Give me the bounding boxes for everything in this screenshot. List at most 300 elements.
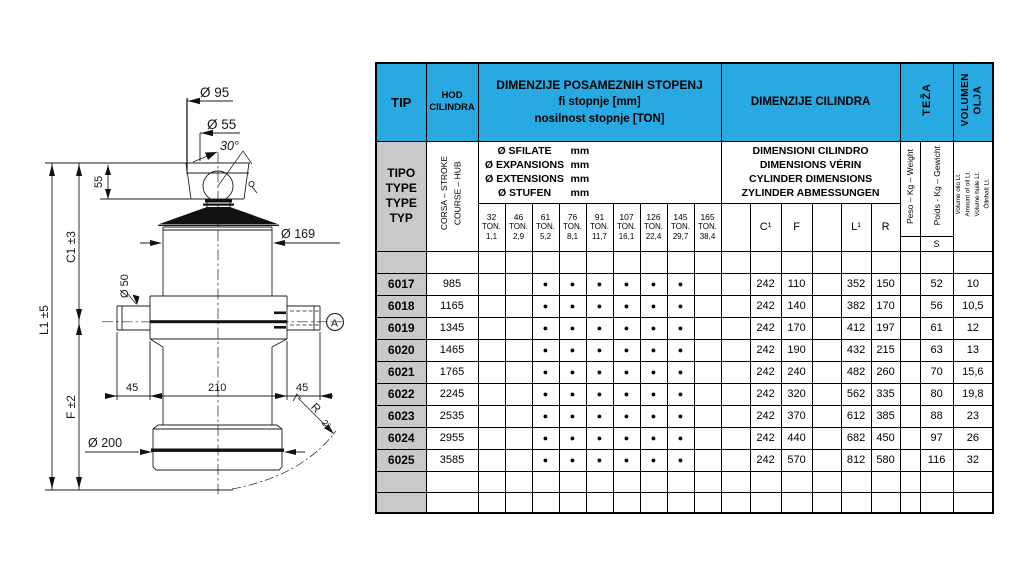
subheader-row [376, 141, 993, 203]
stage-cell: ● [667, 383, 694, 405]
subheader-poids: Poids - Kg – Gewicht [920, 141, 953, 236]
empty-cell [781, 251, 812, 273]
dim-cell: 197 [871, 317, 900, 339]
stage-cell [694, 295, 721, 317]
stage-cell [478, 339, 505, 361]
volume-cell: 23 [953, 405, 993, 427]
ton-col-header [613, 203, 640, 251]
peso-cell [900, 405, 920, 427]
dim-cell: 242 [750, 361, 781, 383]
stage-cell: ● [613, 273, 640, 295]
ton-col-line: 38,4 [699, 232, 716, 242]
stage-cell: ● [613, 339, 640, 361]
ton-col-line: 1,1 [485, 232, 498, 242]
stroke-cell: 1165 [426, 295, 478, 317]
table-row [376, 405, 993, 427]
dim-cell: 260 [871, 361, 900, 383]
dim-cell: 242 [750, 405, 781, 427]
dim-tilt: 2° [319, 417, 333, 431]
stage-cell [505, 295, 532, 317]
dim-dia55: Ø 55 [207, 117, 237, 132]
weight-cell: 61 [920, 317, 953, 339]
dim-cell: 110 [781, 273, 812, 295]
stage-cell: ● [613, 427, 640, 449]
dim-cell [721, 317, 750, 339]
empty-cell [426, 471, 478, 492]
stage-cell: ● [613, 317, 640, 339]
stage-cell: ● [559, 427, 586, 449]
dim-cell: 682 [841, 427, 871, 449]
peso-cell [900, 295, 920, 317]
table-row [376, 339, 993, 361]
stage-cell [478, 361, 505, 383]
dim-cell: 385 [871, 405, 900, 427]
stroke-cell: 1765 [426, 361, 478, 383]
volume-cell: 13 [953, 339, 993, 361]
tip-cell: 6022 [376, 383, 426, 405]
tip-cell: 6019 [376, 317, 426, 339]
stage-cell [478, 383, 505, 405]
table-row [376, 295, 993, 317]
volume-cell: 12 [953, 317, 993, 339]
ton-col-line: TON. [563, 222, 582, 232]
empty-cell [426, 492, 478, 513]
dim-cell: 242 [750, 273, 781, 295]
dim-55: 55 [93, 175, 105, 188]
stage-cell: ● [640, 273, 667, 295]
table-row [376, 273, 993, 295]
table-row [376, 449, 993, 471]
ball-cup [185, 163, 250, 199]
subheader-peso: Peso – Kg – Weight [900, 141, 920, 236]
volume-cell: 32 [953, 449, 993, 471]
stage-cell [694, 273, 721, 295]
ton-col-line: TON. [671, 222, 690, 232]
ton-col-header [640, 203, 667, 251]
tip-cell: 6021 [376, 361, 426, 383]
empty-cell [900, 471, 920, 492]
dim-c1: C1 ±3 [64, 231, 78, 263]
stage-cell: ● [559, 361, 586, 383]
empty-cell [505, 492, 532, 513]
stage-cell: ● [613, 449, 640, 471]
weight-cell: 63 [920, 339, 953, 361]
stage-cell: ● [532, 295, 559, 317]
stage-cell [505, 449, 532, 471]
tip-cell: 6025 [376, 449, 426, 471]
stage-cell: ● [586, 317, 613, 339]
ton-col-line: TON. [590, 222, 609, 232]
stage-cell: ● [586, 273, 613, 295]
peso-cell [900, 339, 920, 361]
empty-cell [871, 471, 900, 492]
stage-cell: ● [586, 427, 613, 449]
stage-cell [478, 273, 505, 295]
empty-cell [953, 471, 993, 492]
ton-col-header [505, 203, 532, 251]
empty-cell [586, 492, 613, 513]
empty-cell [559, 251, 586, 273]
detail-a-label: A [331, 317, 339, 330]
dim-cell [812, 295, 841, 317]
empty-cell [613, 471, 640, 492]
empty-cell [667, 492, 694, 513]
dim-col-header [812, 203, 841, 251]
ton-col-line: 107 [619, 211, 634, 222]
empty-cell [559, 492, 586, 513]
table-row [376, 317, 993, 339]
stage-cell: ● [613, 383, 640, 405]
tip-cell [376, 492, 426, 513]
empty-cell [900, 251, 920, 273]
stage-cell: ● [559, 295, 586, 317]
stage-cell: ● [667, 427, 694, 449]
empty-cell [812, 471, 841, 492]
stage-cell: ● [667, 339, 694, 361]
dim-dia200: Ø 200 [88, 436, 123, 450]
empty-cell [586, 251, 613, 273]
tip-cell [376, 471, 426, 492]
stage-cell [478, 295, 505, 317]
ton-col-line: 16,1 [618, 232, 635, 242]
ton-col-header [559, 203, 586, 251]
empty-cell [750, 492, 781, 513]
stage-cell [478, 405, 505, 427]
dim-210: 210 [208, 382, 227, 394]
dim-cell: 335 [871, 383, 900, 405]
technical-drawing [0, 0, 370, 576]
tip-cell: 6020 [376, 339, 426, 361]
subheader-volume: Volume olio Lt. Amount of oil Lt. Volume huile Lt. Ölinhalt Lt. [953, 141, 993, 251]
empty-cell [812, 251, 841, 273]
stage-cell: ● [559, 317, 586, 339]
stage-cell: ● [586, 405, 613, 427]
stage-cell: ● [586, 339, 613, 361]
stage-cell [694, 383, 721, 405]
ton-col-header [667, 203, 694, 251]
col-header-stages: DIMENZIJE POSAMEZNIH STOPENJ fi stopnje [mm] nosilnost stopnje [TON] [478, 63, 721, 141]
empty-cell [871, 251, 900, 273]
stage-cell: ● [640, 361, 667, 383]
dim-cell [721, 273, 750, 295]
empty-cell [920, 251, 953, 273]
stroke-cell: 1465 [426, 339, 478, 361]
peso-cell [900, 383, 920, 405]
dim-cell: 242 [750, 383, 781, 405]
stroke-cell: 2245 [426, 383, 478, 405]
table-row [376, 383, 993, 405]
stage-cell [505, 361, 532, 383]
subheader-stage-dims: Ø SFILATE mm Ø EXPANSIONS mm Ø EXTENSIONS mm Ø STUFEN mm [478, 141, 721, 203]
stage-cell [505, 405, 532, 427]
empty-cell [920, 492, 953, 513]
ton-col-header [478, 203, 505, 251]
empty-cell [694, 251, 721, 273]
empty-cell [426, 251, 478, 273]
empty-cell [721, 471, 750, 492]
dim-cell: 812 [841, 449, 871, 471]
dim-cell: 320 [781, 383, 812, 405]
dim-cell: 170 [871, 295, 900, 317]
empty-row [376, 471, 993, 492]
empty-cell [721, 492, 750, 513]
dim-cell [812, 317, 841, 339]
ton-col-line: 46 [513, 211, 524, 222]
empty-cell [559, 471, 586, 492]
stage-cell [694, 449, 721, 471]
subheader-corsa: CORSA – STROKE COURSE – HUB [426, 141, 478, 251]
empty-cell [694, 492, 721, 513]
volume-cell: 10,5 [953, 295, 993, 317]
dim-cell: 242 [750, 317, 781, 339]
dim-dia50: Ø 50 [119, 274, 131, 298]
ton-col-line: TON. [536, 222, 555, 232]
spec-table-wrap [375, 62, 994, 514]
dim-cell [812, 273, 841, 295]
dim-cell: 240 [781, 361, 812, 383]
stage-cell: ● [667, 449, 694, 471]
stage-cell: ● [667, 405, 694, 427]
stage-cell: ● [532, 339, 559, 361]
stroke-cell: 2535 [426, 405, 478, 427]
empty-cell [750, 251, 781, 273]
ton-col-line: 91 [594, 211, 605, 222]
dim-cell: 242 [750, 339, 781, 361]
empty-cell [640, 492, 667, 513]
dim-cell: 440 [781, 427, 812, 449]
empty-row [376, 492, 993, 513]
stage-cell [694, 427, 721, 449]
dim-cell: 352 [841, 273, 871, 295]
ton-col-header [694, 203, 721, 251]
weight-cell: 97 [920, 427, 953, 449]
empty-row [376, 251, 993, 273]
empty-cell [532, 492, 559, 513]
stage-cell: ● [667, 361, 694, 383]
volume-cell: 10 [953, 273, 993, 295]
empty-cell [586, 471, 613, 492]
stage-cell [505, 383, 532, 405]
s-cell: S [920, 236, 953, 251]
empty-cell [505, 471, 532, 492]
col-header-volume: VOLUMEN OLJA [953, 63, 993, 141]
stage-cell: ● [667, 295, 694, 317]
volume-cell: 15,6 [953, 361, 993, 383]
dim-cell [812, 449, 841, 471]
peso-cell [900, 449, 920, 471]
dim-dia169: Ø 169 [281, 227, 316, 241]
grease-nipple [249, 181, 254, 186]
dim-l1: L1 ±5 [37, 305, 51, 335]
tip-cell: 6017 [376, 273, 426, 295]
empty-cell [478, 492, 505, 513]
dim-cell: 382 [841, 295, 871, 317]
weight-cell: 116 [920, 449, 953, 471]
dim-45-left: 45 [126, 382, 139, 394]
empty-cell [640, 251, 667, 273]
stage-cell: ● [532, 273, 559, 295]
ton-col-line: 11,7 [592, 232, 607, 242]
empty-cell [900, 492, 920, 513]
empty-cell [667, 471, 694, 492]
stage-cell: ● [586, 449, 613, 471]
col-header-weight: TEŽA [900, 63, 953, 141]
tip-cell [376, 251, 426, 273]
dim-cell [721, 361, 750, 383]
ton-col-line: 8,1 [566, 232, 579, 242]
dim-45-right: 45 [296, 382, 309, 394]
stage-cell [505, 339, 532, 361]
empty-cell [841, 492, 871, 513]
stage-cell: ● [532, 317, 559, 339]
col-header-tip: TIP [376, 63, 426, 141]
dim-cell [721, 383, 750, 405]
volume-cell: 19,8 [953, 383, 993, 405]
dim-cell [721, 339, 750, 361]
stage-cell: ● [667, 317, 694, 339]
stage-cell [478, 449, 505, 471]
dim-cell: 370 [781, 405, 812, 427]
dim-col-header: F [781, 203, 812, 251]
ton-col-line: 22,4 [645, 232, 662, 242]
volume-cell: 26 [953, 427, 993, 449]
dim-dia95: Ø 95 [200, 85, 230, 100]
dim-col-header: C¹ [750, 203, 781, 251]
peso-cell [900, 273, 920, 295]
empty-cell [694, 471, 721, 492]
spec-table [375, 62, 994, 514]
dim-col-header: L¹ [841, 203, 871, 251]
ton-col-line: TON. [698, 222, 718, 232]
empty-cell [841, 251, 871, 273]
stage-cell [505, 317, 532, 339]
ton-col-line: 145 [673, 211, 688, 222]
dim-cell: 215 [871, 339, 900, 361]
stage-cell: ● [532, 405, 559, 427]
empty-cell [953, 492, 993, 513]
empty-cell [920, 471, 953, 492]
stage-cell [478, 427, 505, 449]
dim-cell [721, 449, 750, 471]
stage-cell: ● [559, 339, 586, 361]
dim-cell [721, 427, 750, 449]
table-row [376, 361, 993, 383]
stage-cell: ● [532, 361, 559, 383]
dim-cell [812, 427, 841, 449]
ton-col-line: TON. [617, 222, 636, 232]
dim-cell: 170 [781, 317, 812, 339]
dim-cell: 242 [750, 295, 781, 317]
stage-cell: ● [613, 405, 640, 427]
dim-cell: 190 [781, 339, 812, 361]
empty-cell [532, 471, 559, 492]
dim-f: F ±2 [64, 395, 78, 419]
empty-cell [478, 471, 505, 492]
stroke-cell: 2955 [426, 427, 478, 449]
dim-radius: R [308, 401, 323, 416]
oscillation-arc [232, 431, 336, 489]
dim-cell: 150 [871, 273, 900, 295]
ton-col-line: 29,7 [672, 232, 689, 242]
ton-col-line: TON. [482, 222, 501, 232]
ton-col-header [532, 203, 559, 251]
stage-cell: ● [559, 449, 586, 471]
ton-col-line: 5,2 [539, 232, 552, 242]
dim-cell: 612 [841, 405, 871, 427]
dim-cell: 140 [781, 295, 812, 317]
stage-cell: ● [559, 383, 586, 405]
empty-cell [478, 251, 505, 273]
stroke-cell: 1345 [426, 317, 478, 339]
empty-cell [532, 251, 559, 273]
dim-cell: 242 [750, 449, 781, 471]
stage-cell: ● [532, 427, 559, 449]
empty-cell [613, 251, 640, 273]
stage-cell: ● [532, 449, 559, 471]
header-row [376, 63, 993, 141]
stage-cell: ● [640, 383, 667, 405]
dim-cell [721, 295, 750, 317]
empty-cell [812, 492, 841, 513]
dim-angle30: 30° [220, 139, 239, 153]
weight-cell: 70 [920, 361, 953, 383]
dim-cell: 570 [781, 449, 812, 471]
stage-cell: ● [640, 427, 667, 449]
dim-cell [812, 339, 841, 361]
dim-cell: 432 [841, 339, 871, 361]
ton-col-line: TON. [644, 222, 663, 232]
dim-cell: 450 [871, 427, 900, 449]
dim-cell: 482 [841, 361, 871, 383]
ton-col-line: 61 [540, 211, 551, 222]
peso-cell [900, 317, 920, 339]
dim-cell: 580 [871, 449, 900, 471]
dim-col-header [721, 203, 750, 251]
stroke-cell: 3585 [426, 449, 478, 471]
col-header-hod: HOD CILINDRA [426, 63, 478, 141]
dim-cell: 562 [841, 383, 871, 405]
empty-cell [871, 492, 900, 513]
weight-cell: 80 [920, 383, 953, 405]
ton-col-line: 126 [646, 211, 661, 222]
dim-cell: 412 [841, 317, 871, 339]
stage-cell: ● [640, 405, 667, 427]
ton-col-line: 76 [567, 211, 578, 222]
dim-cell [812, 405, 841, 427]
stage-cell [694, 339, 721, 361]
peso-cell [900, 361, 920, 383]
empty-cell [750, 471, 781, 492]
stage-cell [505, 427, 532, 449]
dim-cell [812, 361, 841, 383]
tip-cell: 6018 [376, 295, 426, 317]
stage-cell: ● [586, 295, 613, 317]
stage-cell: ● [613, 361, 640, 383]
stage-cell [694, 317, 721, 339]
empty-cell [505, 251, 532, 273]
tip-cell: 6024 [376, 427, 426, 449]
s-cell-empty [900, 236, 920, 251]
empty-cell [781, 492, 812, 513]
stage-cell: ● [640, 339, 667, 361]
empty-cell [781, 471, 812, 492]
ton-col-line: TON. [509, 222, 528, 232]
stage-cell: ● [559, 273, 586, 295]
stage-cell: ● [586, 361, 613, 383]
dim-cell [812, 383, 841, 405]
stage-cell: ● [613, 295, 640, 317]
subheader-tipo: TIPO TYPE TYPE TYP [376, 141, 426, 251]
